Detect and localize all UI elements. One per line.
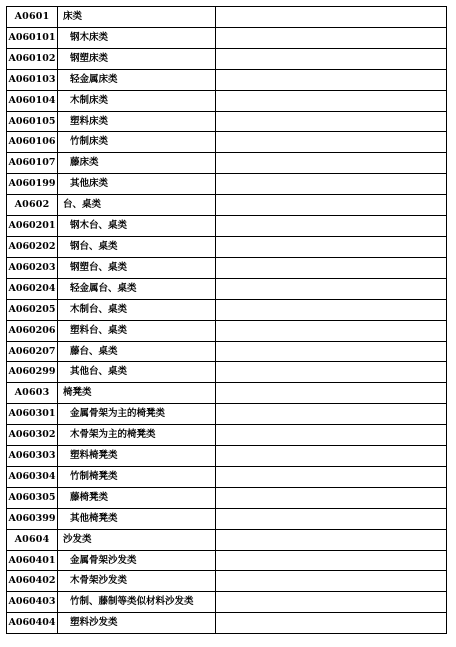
blank-cell — [216, 508, 447, 529]
category-code-cell: A060299 — [7, 362, 58, 383]
category-group-row — [7, 529, 447, 550]
category-code-cell: A060103 — [7, 69, 58, 90]
blank-cell — [216, 7, 447, 28]
category-row — [7, 111, 447, 132]
category-row — [7, 90, 447, 111]
blank-cell — [216, 90, 447, 111]
category-code-cell: A060302 — [7, 425, 58, 446]
blank-cell — [216, 111, 447, 132]
category-name-cell: 木骨架为主的椅凳类 — [58, 425, 216, 446]
category-row — [7, 571, 447, 592]
category-row — [7, 362, 447, 383]
category-code-cell: A0602 — [7, 195, 58, 216]
category-row — [7, 257, 447, 278]
category-name-cell: 其他台、桌类 — [58, 362, 216, 383]
category-name-cell: 沙发类 — [58, 529, 216, 550]
category-name-cell: 床类 — [58, 7, 216, 28]
category-code-cell: A060104 — [7, 90, 58, 111]
category-row — [7, 278, 447, 299]
category-row — [7, 299, 447, 320]
category-name-cell: 金属骨架为主的椅凳类 — [58, 404, 216, 425]
category-row — [7, 508, 447, 529]
category-code-cell: A060203 — [7, 257, 58, 278]
category-name-cell: 台、桌类 — [58, 195, 216, 216]
blank-cell — [216, 195, 447, 216]
category-name-cell: 塑料椅凳类 — [58, 446, 216, 467]
catalog-table-body — [7, 7, 447, 634]
category-name-cell: 藤台、桌类 — [58, 341, 216, 362]
category-code-cell: A060204 — [7, 278, 58, 299]
category-row — [7, 216, 447, 237]
category-row — [7, 592, 447, 613]
category-code-cell: A060401 — [7, 550, 58, 571]
category-name-cell: 竹制椅凳类 — [58, 466, 216, 487]
category-code-cell: A060301 — [7, 404, 58, 425]
blank-cell — [216, 257, 447, 278]
category-code-cell: A060106 — [7, 132, 58, 153]
blank-cell — [216, 529, 447, 550]
blank-cell — [216, 341, 447, 362]
category-name-cell: 塑料床类 — [58, 111, 216, 132]
category-code-cell: A060202 — [7, 236, 58, 257]
category-row — [7, 425, 447, 446]
category-code-cell: A060399 — [7, 508, 58, 529]
category-name-cell: 塑料台、桌类 — [58, 320, 216, 341]
blank-cell — [216, 69, 447, 90]
blank-cell — [216, 571, 447, 592]
category-group-row — [7, 195, 447, 216]
category-group-row — [7, 7, 447, 28]
category-code-cell: A060102 — [7, 48, 58, 69]
category-name-cell: 木骨架沙发类 — [58, 571, 216, 592]
category-row — [7, 236, 447, 257]
category-row — [7, 466, 447, 487]
category-code-cell: A060107 — [7, 153, 58, 174]
category-code-cell: A060303 — [7, 446, 58, 467]
blank-cell — [216, 320, 447, 341]
category-code-cell: A060304 — [7, 466, 58, 487]
category-name-cell: 藤床类 — [58, 153, 216, 174]
blank-cell — [216, 613, 447, 634]
blank-cell — [216, 592, 447, 613]
category-code-cell: A060305 — [7, 487, 58, 508]
blank-cell — [216, 27, 447, 48]
blank-cell — [216, 216, 447, 237]
blank-cell — [216, 153, 447, 174]
category-name-cell: 其他床类 — [58, 174, 216, 195]
category-row — [7, 174, 447, 195]
category-name-cell: 轻金属台、桌类 — [58, 278, 216, 299]
category-name-cell: 轻金属床类 — [58, 69, 216, 90]
category-code-cell: A060402 — [7, 571, 58, 592]
category-row — [7, 153, 447, 174]
category-code-cell: A060199 — [7, 174, 58, 195]
category-row — [7, 487, 447, 508]
category-code-cell: A0601 — [7, 7, 58, 28]
catalog-table — [6, 6, 447, 634]
category-name-cell: 椅凳类 — [58, 383, 216, 404]
category-code-cell: A060403 — [7, 592, 58, 613]
blank-cell — [216, 425, 447, 446]
category-name-cell: 塑料沙发类 — [58, 613, 216, 634]
blank-cell — [216, 48, 447, 69]
blank-cell — [216, 278, 447, 299]
category-name-cell: 竹制、藤制等类似材料沙发类 — [58, 592, 216, 613]
category-group-row — [7, 383, 447, 404]
category-name-cell: 竹制床类 — [58, 132, 216, 153]
category-name-cell: 钢木床类 — [58, 27, 216, 48]
blank-cell — [216, 446, 447, 467]
category-name-cell: 其他椅凳类 — [58, 508, 216, 529]
category-row — [7, 132, 447, 153]
category-code-cell: A060201 — [7, 216, 58, 237]
category-code-cell: A060101 — [7, 27, 58, 48]
category-row — [7, 613, 447, 634]
blank-cell — [216, 383, 447, 404]
blank-cell — [216, 174, 447, 195]
category-row — [7, 341, 447, 362]
category-name-cell: 钢台、桌类 — [58, 236, 216, 257]
blank-cell — [216, 299, 447, 320]
category-row — [7, 27, 447, 48]
category-name-cell: 金属骨架沙发类 — [58, 550, 216, 571]
category-code-cell: A060207 — [7, 341, 58, 362]
category-code-cell: A060404 — [7, 613, 58, 634]
category-code-cell: A0603 — [7, 383, 58, 404]
category-name-cell: 钢塑床类 — [58, 48, 216, 69]
category-name-cell: 钢塑台、桌类 — [58, 257, 216, 278]
category-row — [7, 48, 447, 69]
category-code-cell: A060206 — [7, 320, 58, 341]
blank-cell — [216, 362, 447, 383]
category-row — [7, 550, 447, 571]
blank-cell — [216, 466, 447, 487]
blank-cell — [216, 404, 447, 425]
category-name-cell: 木制台、桌类 — [58, 299, 216, 320]
category-name-cell: 木制床类 — [58, 90, 216, 111]
blank-cell — [216, 487, 447, 508]
category-name-cell: 藤椅凳类 — [58, 487, 216, 508]
category-row — [7, 404, 447, 425]
blank-cell — [216, 550, 447, 571]
category-row — [7, 446, 447, 467]
category-name-cell: 钢木台、桌类 — [58, 216, 216, 237]
category-code-cell: A060205 — [7, 299, 58, 320]
category-code-cell: A0604 — [7, 529, 58, 550]
category-code-cell: A060105 — [7, 111, 58, 132]
category-row — [7, 69, 447, 90]
category-row — [7, 320, 447, 341]
blank-cell — [216, 132, 447, 153]
blank-cell — [216, 236, 447, 257]
